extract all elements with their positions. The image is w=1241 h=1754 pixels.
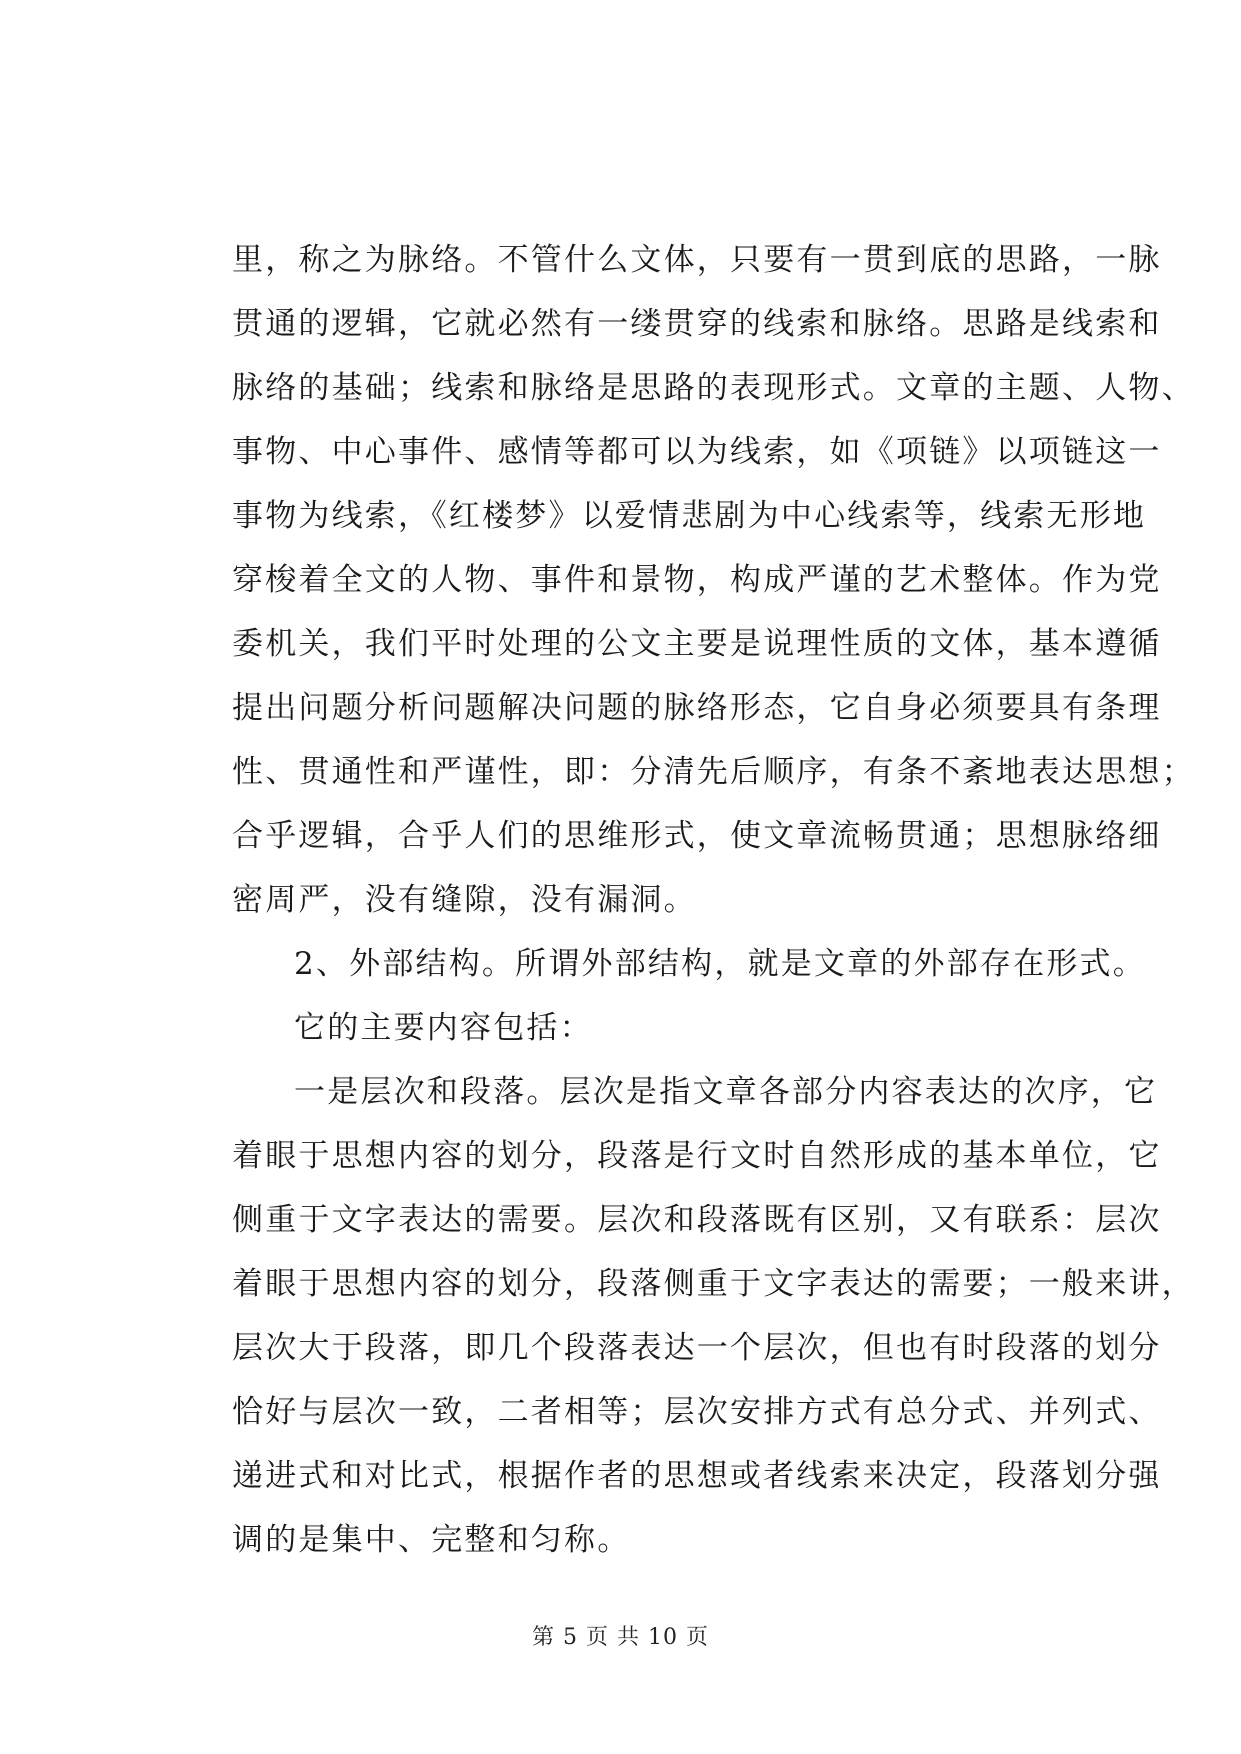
body-text xyxy=(232,228,1195,1572)
text-line: 递进式和对比式，根据作者的思想或者线索来决定，段落划分强 xyxy=(232,1458,1162,1494)
text-line: 着眼于思想内容的划分，段落是行文时自然形成的基本单位，它 xyxy=(232,1138,1162,1174)
text-line: 委机关，我们平时处理的公文主要是说理性质的文体，基本遵循 xyxy=(232,626,1162,662)
text-line: 密周严，没有缝隙，没有漏洞。 xyxy=(232,882,697,918)
text-line: 它的主要内容包括： xyxy=(294,1010,593,1046)
text-line: 层次大于段落，即几个段落表达一个层次，但也有时段落的划分 xyxy=(232,1330,1162,1366)
text-line: 2、外部结构。所谓外部结构，就是文章的外部存在形式。 xyxy=(294,946,1146,982)
text-line: 合乎逻辑，合乎人们的思维形式，使文章流畅贯通；思想脉络细 xyxy=(232,818,1162,854)
text-line: 提出问题分析问题解决问题的脉络形态，它自身必须要具有条理 xyxy=(232,690,1162,726)
text-line: 性、贯通性和严谨性，即：分清先后顺序，有条不紊地表达思想； xyxy=(232,754,1195,790)
text-line: 事物、中心事件、感情等都可以为线索，如《项链》以项链这一 xyxy=(232,434,1162,470)
text-line: 脉络的基础；线索和脉络是思路的表现形式。文章的主题、人物、 xyxy=(232,370,1195,406)
text-line: 侧重于文字表达的需要。层次和段落既有区别，又有联系：层次 xyxy=(232,1202,1162,1238)
text-line: 里，称之为脉络。不管什么文体，只要有一贯到底的思路，一脉 xyxy=(232,242,1162,278)
text-line: 穿梭着全文的人物、事件和景物，构成严谨的艺术整体。作为党 xyxy=(232,562,1162,598)
page-number-footer: 第 5 页 共 10 页 xyxy=(532,1625,709,1650)
text-line: 贯通的逻辑，它就必然有一缕贯穿的线索和脉络。思路是线索和 xyxy=(232,306,1162,342)
text-line: 一是层次和段落。层次是指文章各部分内容表达的次序，它 xyxy=(294,1074,1158,1110)
text-line: 着眼于思想内容的划分，段落侧重于文字表达的需要；一般来讲， xyxy=(232,1266,1195,1302)
text-line: 调的是集中、完整和匀称。 xyxy=(232,1522,631,1558)
text-line: 事物为线索，《红楼梦》以爱情悲剧为中心线索等，线索无形地 xyxy=(232,498,1147,534)
text-line: 恰好与层次一致，二者相等；层次安排方式有总分式、并列式、 xyxy=(232,1394,1162,1430)
